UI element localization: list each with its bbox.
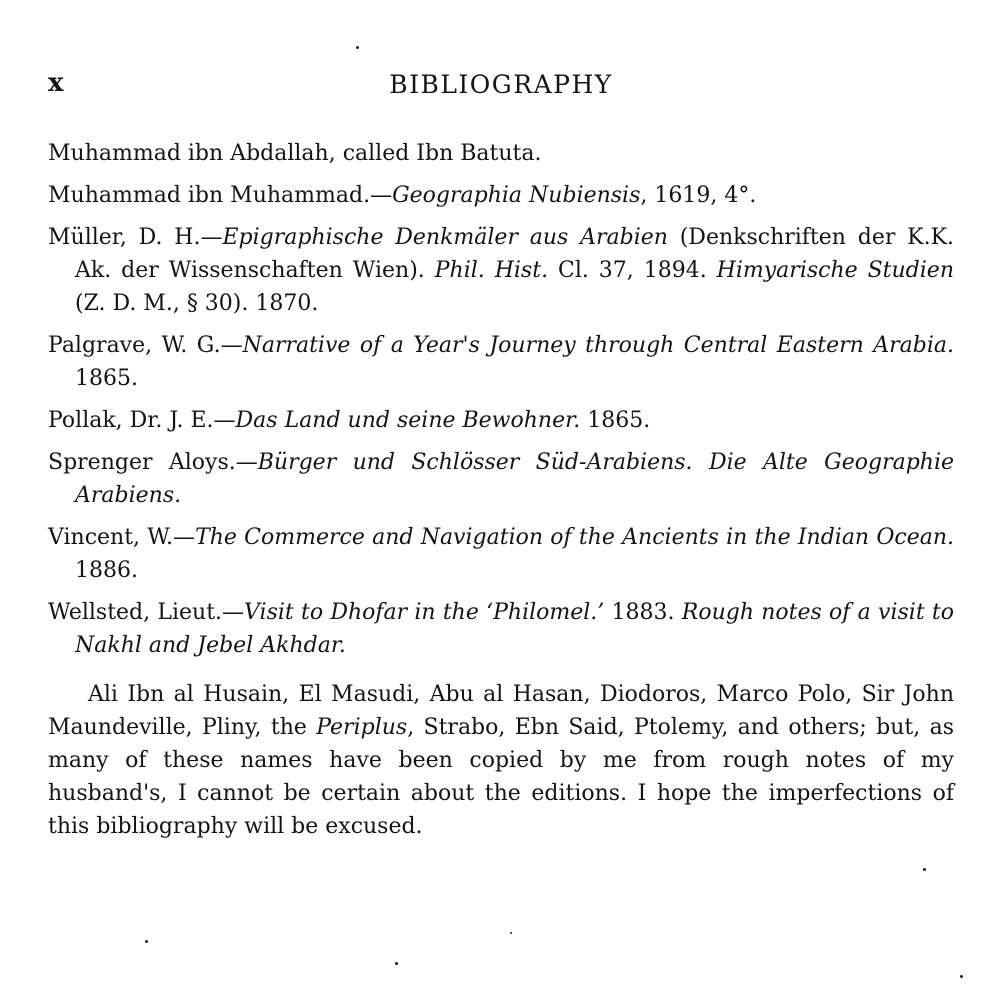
entry-title: Bürger und Schlösser Süd-Arabiens. <box>257 450 693 475</box>
entry-details: 1865. <box>75 366 138 391</box>
entry-title: Das Land und seine Bewohner. <box>235 408 581 433</box>
bibliography-list <box>48 137 954 671</box>
scan-speck <box>960 975 963 978</box>
entry-details <box>693 450 709 475</box>
entry-author: Sprenger Aloys.— <box>48 450 258 475</box>
entry-details-tertiary: (Z. D. M., § 30). 1870. <box>75 291 319 316</box>
scan-speck <box>510 932 512 934</box>
bibliography-entry <box>48 137 954 170</box>
entry-author: Muhammad ibn Abdallah, called Ibn Batuta. <box>48 141 542 166</box>
page-header <box>48 68 954 102</box>
entry-title-secondary: Phil. Hist. <box>434 258 549 283</box>
entry-details: 1865. <box>580 408 651 433</box>
entry-title: Epigraphische Denkmäler aus Arabien <box>222 225 668 250</box>
entry-details: , 1619, 4°. <box>640 183 757 208</box>
bibliography-entry <box>48 404 954 437</box>
scan-speck <box>923 868 926 871</box>
page-number: x <box>48 68 65 98</box>
entry-details: 1886. <box>75 558 138 583</box>
bibliography-entry <box>48 521 954 587</box>
entry-author: Pollak, Dr. J. E.— <box>48 408 236 433</box>
entry-details-secondary: Cl. 37, 1894. <box>548 258 717 283</box>
scan-speck <box>145 940 148 943</box>
bibliography-entry <box>48 596 954 662</box>
running-head: BIBLIOGRAPHY <box>389 70 613 99</box>
bibliography-entry <box>48 221 954 320</box>
closing-note <box>48 678 954 843</box>
entry-title: Narrative of a Year's Journey through Central Eastern Arabia. <box>242 333 954 358</box>
scan-speck <box>356 46 359 49</box>
entry-title-secondary: Rough notes of a visit to Nakhl and Jebel Akhdar. <box>75 600 954 658</box>
entry-details: 1883. <box>604 600 682 625</box>
bibliography-entry <box>48 329 954 395</box>
entry-title: Visit to Dhofar in the ‘Philomel.’ <box>244 600 605 625</box>
entry-author: Müller, D. H.— <box>48 225 223 250</box>
entry-title-secondary: Die Alte Geographie Arabiens. <box>75 450 955 508</box>
entry-title: Geographia Nubiensis <box>392 183 641 208</box>
bibliography-entry <box>48 446 954 512</box>
note-text-end: , Strabo, Ebn Said, Ptolemy, and others; but, as many of these names have been copied by me from rough notes of my husband's, I cannot be certain about the editions. I hope the imperfections of this bibliography will be excused. <box>48 715 955 839</box>
entry-title: The Commerce and Navigation of the Ancients in the Indian Ocean. <box>195 525 954 550</box>
entry-author: Wellsted, Lieut.— <box>48 600 245 625</box>
bibliography-entry <box>48 179 954 212</box>
entry-details: (Denkschriften der K.K. Ak. der Wissenschaften Wien). <box>75 225 955 283</box>
entry-author: Muhammad ibn Muhammad.— <box>48 183 393 208</box>
entry-author: Palgrave, W. G.— <box>48 333 243 358</box>
note-italic-title: Periplus <box>316 715 408 740</box>
note-text-start: Ali Ibn al Husain, El Masudi, Abu al Hasan, Diodoros, Marco Polo, Sir John Maundeville, Pliny, the <box>48 682 954 740</box>
entry-author: Vincent, W.— <box>48 525 196 550</box>
entry-title-tertiary: Himyarische Studien <box>716 258 954 283</box>
scan-speck <box>395 962 398 965</box>
